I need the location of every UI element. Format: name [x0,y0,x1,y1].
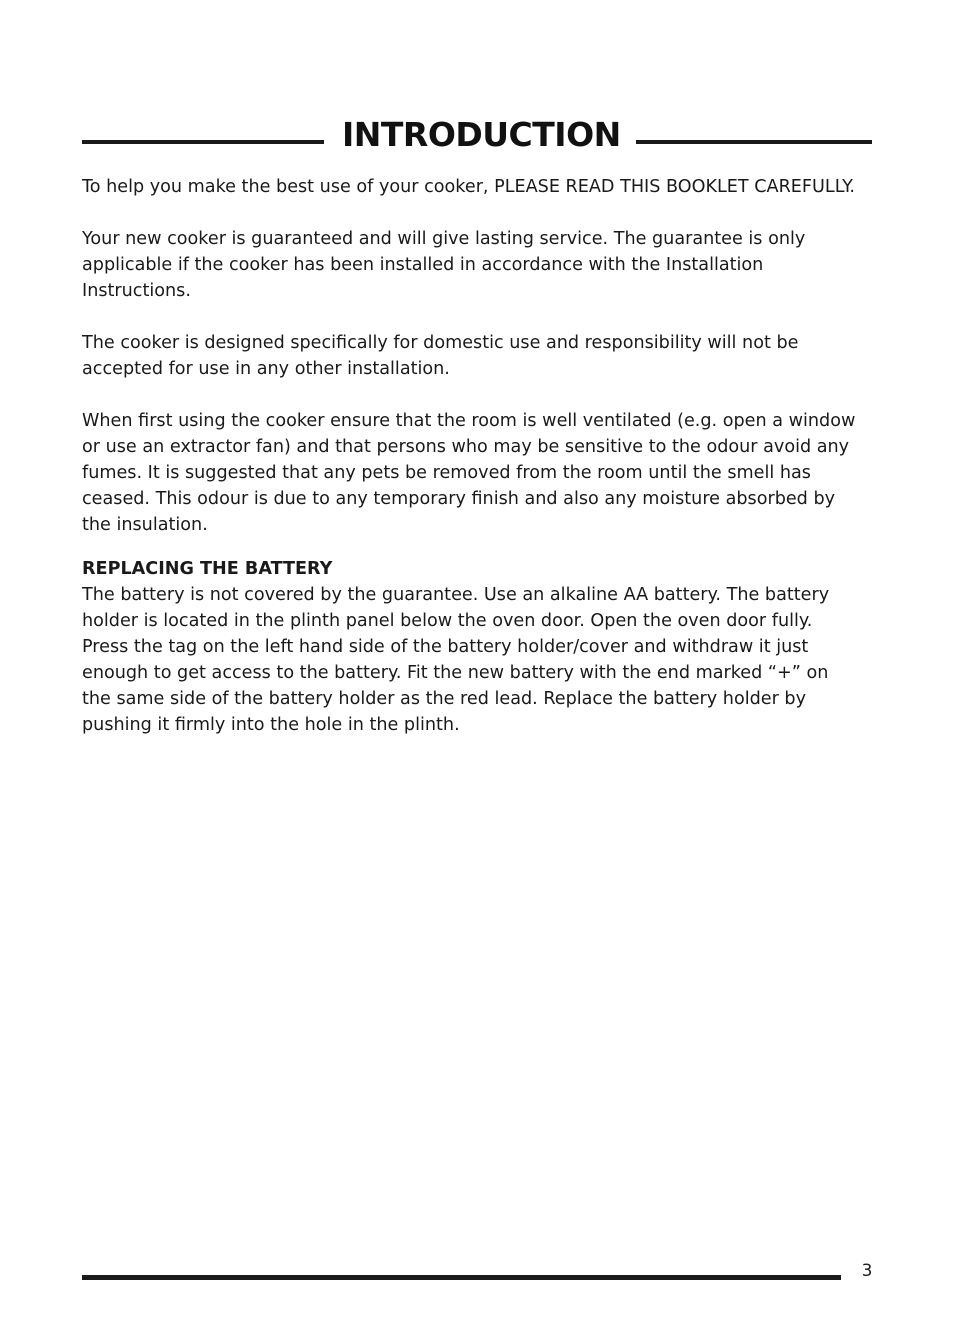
section-heading-battery: REPLACING THE BATTERY [82,559,333,579]
paragraph-guarantee: Your new cooker is guaranteed and will give lasting service. The guarantee is only applicable if the cooker has been installed in accordance with the Installation Instructions. [82,229,806,301]
paragraph-battery: The battery is not covered by the guarantee. Use an alkaline AA battery. The battery holder is located in the plinth panel below the oven door. Open the oven door fully. Press the tag on the left hand side of the battery holder/cover and withdraw it just enough to get access to the battery. Fit the new battery with the end marked “+” on the same side of the battery holder as the red lead. Replace the battery holder by pushing it firmly into the hole in the plinth. [82,585,830,735]
page-title: INTRODUCTION [342,115,621,154]
paragraph-first-use: When first using the cooker ensure that the room is well ventilated (e.g. open a window or use an extractor fan) and that persons who may be sensitive to the odour avoid any fumes. It is suggested that any pets be removed from the room until the smell has ceased. This odour is due to any temporary finish and also any moisture absorbed by the insulation. [82,411,856,535]
paragraph-domestic-use: The cooker is designed specifically for domestic use and responsibility will not be accepted for use in any other installation. [82,333,799,379]
footer-rule [82,1275,841,1280]
title-rule-left [82,140,324,144]
page-header [82,112,872,158]
content-body [82,174,857,738]
page-number: 3 [861,1261,873,1281]
paragraph-intro: To help you make the best use of your cooker, PLEASE READ THIS BOOKLET CAREFULLY. [82,177,855,197]
title-rule-right [636,140,872,144]
